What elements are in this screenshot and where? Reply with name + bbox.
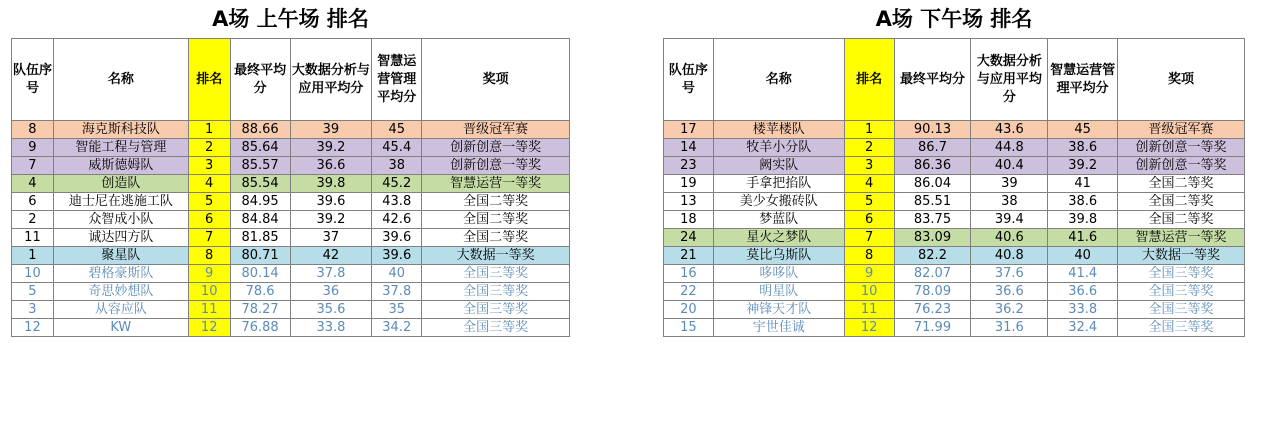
cell-rank: 2 (844, 139, 894, 157)
cell-award: 全国三等奖 (1118, 265, 1245, 283)
cell-team-no: 7 (12, 157, 54, 175)
table-row (12, 193, 570, 211)
cell-award: 全国二等奖 (422, 193, 570, 211)
cell-rank: 8 (844, 247, 894, 265)
header-bigdata-avg: 大数据分析与应用平均分 (971, 39, 1048, 121)
header-team-no: 队伍序号 (12, 39, 54, 121)
cell-award: 全国二等奖 (422, 229, 570, 247)
cell-final-avg: 84.84 (230, 211, 290, 229)
cell-team-no: 1 (12, 247, 54, 265)
cell-bigdata-avg: 39.2 (290, 139, 372, 157)
cell-award: 大数据一等奖 (1118, 247, 1245, 265)
cell-team-no: 22 (664, 283, 714, 301)
cell-bigdata-avg: 38 (971, 193, 1048, 211)
cell-bigdata-avg: 39.2 (290, 211, 372, 229)
cell-rank: 12 (188, 319, 230, 337)
cell-bigdata-avg: 40.8 (971, 247, 1048, 265)
cell-rank: 1 (844, 121, 894, 139)
cell-team-no: 13 (664, 193, 714, 211)
cell-bigdata-avg: 37.6 (971, 265, 1048, 283)
cell-award: 创新创意一等奖 (422, 157, 570, 175)
cell-rank: 6 (188, 211, 230, 229)
cell-name: 哆哆队 (713, 265, 844, 283)
table-row (12, 157, 570, 175)
cell-rank: 12 (844, 319, 894, 337)
cell-operation-avg: 39.2 (1048, 157, 1118, 175)
cell-rank: 7 (844, 229, 894, 247)
cell-award: 创新创意一等奖 (1118, 157, 1245, 175)
cell-name: 奇思妙想队 (53, 283, 188, 301)
cell-team-no: 24 (664, 229, 714, 247)
table-header-row (12, 39, 570, 121)
cell-award: 全国三等奖 (422, 283, 570, 301)
cell-name: 聚星队 (53, 247, 188, 265)
cell-bigdata-avg: 36.2 (971, 301, 1048, 319)
table-row (664, 121, 1245, 139)
cell-final-avg: 85.51 (894, 193, 971, 211)
cell-award: 全国三等奖 (1118, 283, 1245, 301)
cell-team-no: 2 (12, 211, 54, 229)
cell-rank: 7 (188, 229, 230, 247)
cell-award: 全国三等奖 (1118, 319, 1245, 337)
cell-award: 全国二等奖 (1118, 175, 1245, 193)
cell-final-avg: 82.2 (894, 247, 971, 265)
cell-rank: 9 (188, 265, 230, 283)
cell-final-avg: 76.23 (894, 301, 971, 319)
cell-name: 明星队 (713, 283, 844, 301)
table-row (12, 265, 570, 283)
header-bigdata-avg: 大数据分析与应用平均分 (290, 39, 372, 121)
cell-award: 晋级冠军赛 (1118, 121, 1245, 139)
cell-team-no: 4 (12, 175, 54, 193)
header-name: 名称 (713, 39, 844, 121)
cell-final-avg: 81.85 (230, 229, 290, 247)
cell-name: 手拿把掐队 (713, 175, 844, 193)
cell-award: 智慧运营一等奖 (422, 175, 570, 193)
afternoon-title: A场 下午场 排名 (875, 7, 1033, 31)
cell-rank: 11 (188, 301, 230, 319)
cell-team-no: 23 (664, 157, 714, 175)
cell-final-avg: 83.75 (894, 211, 971, 229)
cell-bigdata-avg: 36.6 (290, 157, 372, 175)
cell-name: 楼苹楼队 (713, 121, 844, 139)
table-row (664, 229, 1245, 247)
cell-team-no: 5 (12, 283, 54, 301)
cell-name: 阙实队 (713, 157, 844, 175)
cell-bigdata-avg: 42 (290, 247, 372, 265)
cell-bigdata-avg: 36.6 (971, 283, 1048, 301)
cell-award: 全国三等奖 (1118, 301, 1245, 319)
cell-team-no: 17 (664, 121, 714, 139)
afternoon-ranking-panel (663, 0, 1245, 337)
morning-title: A场 上午场 排名 (212, 7, 369, 31)
header-award: 奖项 (1118, 39, 1245, 121)
header-rank: 排名 (188, 39, 230, 121)
table-header-row (664, 39, 1245, 121)
cell-bigdata-avg: 39.8 (290, 175, 372, 193)
cell-bigdata-avg: 43.6 (971, 121, 1048, 139)
cell-final-avg: 76.88 (230, 319, 290, 337)
cell-name: 莫比乌斯队 (713, 247, 844, 265)
cell-team-no: 16 (664, 265, 714, 283)
cell-final-avg: 80.14 (230, 265, 290, 283)
cell-rank: 1 (188, 121, 230, 139)
cell-bigdata-avg: 35.6 (290, 301, 372, 319)
cell-operation-avg: 38.6 (1048, 139, 1118, 157)
cell-bigdata-avg: 40.4 (971, 157, 1048, 175)
cell-rank: 3 (188, 157, 230, 175)
cell-team-no: 18 (664, 211, 714, 229)
cell-team-no: 11 (12, 229, 54, 247)
cell-team-no: 20 (664, 301, 714, 319)
cell-rank: 2 (188, 139, 230, 157)
cell-operation-avg: 39.8 (1048, 211, 1118, 229)
table-row (12, 283, 570, 301)
cell-rank: 10 (188, 283, 230, 301)
cell-final-avg: 78.27 (230, 301, 290, 319)
morning-ranking-panel (11, 0, 570, 337)
cell-final-avg: 86.36 (894, 157, 971, 175)
cell-final-avg: 86.7 (894, 139, 971, 157)
cell-rank: 9 (844, 265, 894, 283)
table-row (664, 283, 1245, 301)
cell-operation-avg: 45 (372, 121, 422, 139)
cell-team-no: 6 (12, 193, 54, 211)
cell-rank: 6 (844, 211, 894, 229)
cell-operation-avg: 42.6 (372, 211, 422, 229)
cell-operation-avg: 34.2 (372, 319, 422, 337)
cell-name: 神锋天才队 (713, 301, 844, 319)
cell-final-avg: 90.13 (894, 121, 971, 139)
table-row (664, 175, 1245, 193)
cell-operation-avg: 41.4 (1048, 265, 1118, 283)
cell-award: 全国三等奖 (422, 265, 570, 283)
table-row (664, 157, 1245, 175)
cell-name: 海克斯科技队 (53, 121, 188, 139)
cell-operation-avg: 45 (1048, 121, 1118, 139)
cell-name: KW (53, 319, 188, 337)
table-row (12, 247, 570, 265)
cell-team-no: 9 (12, 139, 54, 157)
cell-final-avg: 78.09 (894, 283, 971, 301)
cell-operation-avg: 41.6 (1048, 229, 1118, 247)
cell-rank: 4 (844, 175, 894, 193)
cell-team-no: 14 (664, 139, 714, 157)
header-operation-avg: 智慧运营管理平均分 (1048, 39, 1118, 121)
cell-name: 智能工程与管理 (53, 139, 188, 157)
header-name: 名称 (53, 39, 188, 121)
cell-final-avg: 85.57 (230, 157, 290, 175)
cell-rank: 11 (844, 301, 894, 319)
cell-operation-avg: 38.6 (1048, 193, 1118, 211)
cell-name: 从容应队 (53, 301, 188, 319)
cell-operation-avg: 41 (1048, 175, 1118, 193)
cell-award: 全国三等奖 (422, 319, 570, 337)
cell-name: 诚达四方队 (53, 229, 188, 247)
afternoon-ranking-table (663, 38, 1245, 337)
header-team-no: 队伍序号 (664, 39, 714, 121)
header-operation-avg: 智慧运营管理平均分 (372, 39, 422, 121)
table-row (12, 175, 570, 193)
table-row (664, 139, 1245, 157)
cell-rank: 5 (844, 193, 894, 211)
table-row (664, 319, 1245, 337)
cell-name: 碧格豪斯队 (53, 265, 188, 283)
table-row (12, 121, 570, 139)
cell-bigdata-avg: 44.8 (971, 139, 1048, 157)
cell-operation-avg: 45.4 (372, 139, 422, 157)
table-row (664, 211, 1245, 229)
table-row (12, 319, 570, 337)
table-row (12, 139, 570, 157)
cell-award: 全国二等奖 (422, 211, 570, 229)
cell-final-avg: 86.04 (894, 175, 971, 193)
cell-final-avg: 85.64 (230, 139, 290, 157)
cell-team-no: 3 (12, 301, 54, 319)
cell-operation-avg: 35 (372, 301, 422, 319)
table-row (12, 211, 570, 229)
cell-final-avg: 85.54 (230, 175, 290, 193)
cell-operation-avg: 43.8 (372, 193, 422, 211)
cell-bigdata-avg: 40.6 (971, 229, 1048, 247)
cell-bigdata-avg: 33.8 (290, 319, 372, 337)
cell-award: 智慧运营一等奖 (1118, 229, 1245, 247)
cell-name: 迪士尼在逃施工队 (53, 193, 188, 211)
cell-bigdata-avg: 36 (290, 283, 372, 301)
cell-operation-avg: 39.6 (372, 247, 422, 265)
cell-final-avg: 71.99 (894, 319, 971, 337)
cell-team-no: 12 (12, 319, 54, 337)
cell-operation-avg: 40 (372, 265, 422, 283)
cell-rank: 5 (188, 193, 230, 211)
cell-operation-avg: 40 (1048, 247, 1118, 265)
cell-operation-avg: 32.4 (1048, 319, 1118, 337)
cell-bigdata-avg: 39.4 (971, 211, 1048, 229)
header-rank: 排名 (844, 39, 894, 121)
table-row (664, 193, 1245, 211)
cell-award: 大数据一等奖 (422, 247, 570, 265)
cell-final-avg: 84.95 (230, 193, 290, 211)
cell-award: 全国三等奖 (422, 301, 570, 319)
cell-award: 全国二等奖 (1118, 193, 1245, 211)
header-final-avg: 最终平均分 (894, 39, 971, 121)
cell-bigdata-avg: 39 (290, 121, 372, 139)
cell-name: 创造队 (53, 175, 188, 193)
cell-name: 牧羊小分队 (713, 139, 844, 157)
cell-award: 晋级冠军赛 (422, 121, 570, 139)
cell-name: 威斯德姆队 (53, 157, 188, 175)
table-row (664, 301, 1245, 319)
cell-bigdata-avg: 39 (971, 175, 1048, 193)
cell-name: 宇世佳诚 (713, 319, 844, 337)
cell-name: 梦蓝队 (713, 211, 844, 229)
cell-name: 众智成小队 (53, 211, 188, 229)
cell-operation-avg: 38 (372, 157, 422, 175)
cell-operation-avg: 39.6 (372, 229, 422, 247)
cell-rank: 10 (844, 283, 894, 301)
cell-team-no: 10 (12, 265, 54, 283)
cell-operation-avg: 36.6 (1048, 283, 1118, 301)
cell-award: 创新创意一等奖 (422, 139, 570, 157)
cell-team-no: 8 (12, 121, 54, 139)
cell-rank: 3 (844, 157, 894, 175)
cell-bigdata-avg: 37 (290, 229, 372, 247)
cell-bigdata-avg: 31.6 (971, 319, 1048, 337)
cell-rank: 8 (188, 247, 230, 265)
cell-rank: 4 (188, 175, 230, 193)
table-row (12, 229, 570, 247)
cell-bigdata-avg: 37.8 (290, 265, 372, 283)
cell-award: 全国二等奖 (1118, 211, 1245, 229)
header-award: 奖项 (422, 39, 570, 121)
cell-award: 创新创意一等奖 (1118, 139, 1245, 157)
table-row (664, 265, 1245, 283)
cell-team-no: 19 (664, 175, 714, 193)
cell-final-avg: 80.71 (230, 247, 290, 265)
cell-bigdata-avg: 39.6 (290, 193, 372, 211)
table-row (12, 301, 570, 319)
table-row (664, 247, 1245, 265)
header-final-avg: 最终平均分 (230, 39, 290, 121)
cell-final-avg: 83.09 (894, 229, 971, 247)
cell-name: 星火之梦队 (713, 229, 844, 247)
cell-final-avg: 88.66 (230, 121, 290, 139)
cell-name: 美少女搬砖队 (713, 193, 844, 211)
morning-ranking-table (11, 38, 570, 337)
cell-operation-avg: 37.8 (372, 283, 422, 301)
cell-final-avg: 82.07 (894, 265, 971, 283)
cell-team-no: 15 (664, 319, 714, 337)
cell-team-no: 21 (664, 247, 714, 265)
cell-operation-avg: 45.2 (372, 175, 422, 193)
cell-final-avg: 78.6 (230, 283, 290, 301)
cell-operation-avg: 33.8 (1048, 301, 1118, 319)
